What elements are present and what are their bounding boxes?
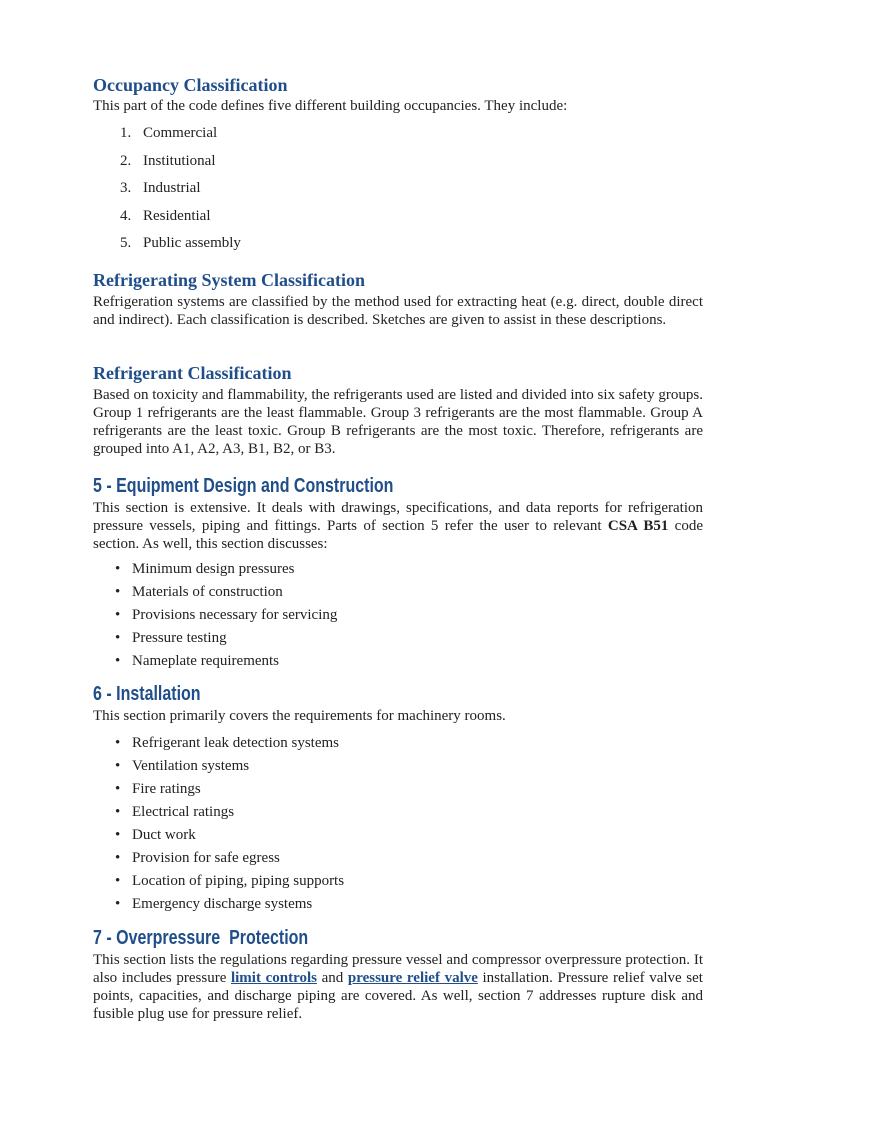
list-item: • Provision for safe egress	[115, 850, 280, 866]
section-7	[93, 926, 703, 1023]
section-6-body: This section primarily covers the requirements for machinery rooms.	[93, 708, 506, 724]
occupancy-intro: This part of the code defines five different building occupancies. They include:	[93, 98, 568, 114]
section-6-heading: 6 - Installation	[93, 683, 201, 705]
list-item-text: Institutional	[143, 152, 216, 169]
list-item: • Location of piping, piping supports	[115, 873, 345, 889]
list-item-text: Public assembly	[143, 235, 241, 251]
list-item: • Duct work	[115, 827, 196, 843]
list-item: • Emergency discharge systems	[115, 896, 313, 912]
refrigerant-section	[93, 362, 703, 458]
list-item: • Minimum design pressures	[115, 561, 295, 577]
list-item: • Pressure testing	[115, 630, 227, 646]
section-7-heading: 7 - Overpressure Protection	[93, 927, 309, 949]
section-5	[93, 474, 703, 675]
occupancy-list	[93, 124, 703, 262]
list-item: 4. Residential	[120, 207, 211, 224]
list-item-text: Industrial	[143, 180, 201, 196]
refrigerant-heading: Refrigerant Classification	[93, 363, 292, 383]
occupancy-section	[93, 74, 703, 262]
pressure-relief-valve-link[interactable]: pressure relief valve	[347, 970, 478, 986]
list-item-text: Residential	[143, 207, 211, 224]
section-6-list	[93, 734, 703, 918]
list-item: 1. Commercial	[120, 125, 218, 141]
list-item: • Fire ratings	[115, 781, 201, 797]
section-5-list	[93, 560, 703, 675]
list-item: 3. Industrial	[120, 180, 201, 196]
refrigerating-system-body: Refrigeration systems are classified by the method used for extracting heat (e.g. direct, double direct and indirect). Each classification is described. Sketches are given to assist in these descriptions.	[93, 294, 703, 328]
section-6	[93, 682, 703, 918]
list-item: 5. Public assembly	[120, 235, 241, 251]
list-item: • Electrical ratings	[115, 804, 235, 820]
refrigerant-body: Based on toxicity and flammability, the refrigerants used are listed and divided into six safety groups. Group 1 refrigerants are the least flammable. Group 3 refrigerants are the most flammable. Group A refrigerants are the least toxic. Group B refrigerants are the most toxic. Therefore, refrigerants are grouped into A1, A2, A3, B1, B2, or B3.	[93, 387, 703, 457]
limit-controls-link[interactable]: limit controls	[230, 970, 317, 986]
section-5-heading: 5 - Equipment Design and Construction	[93, 475, 394, 497]
section-5-body: This section is extensive. It deals with drawings, specifications, and data reports for refrigeration pressure vessels, piping and fittings. Parts of section 5 refer the user to relevant CSA B51 code section. As well, this section discusses:	[93, 500, 703, 552]
list-item: 2. Institutional	[120, 152, 216, 169]
list-item: • Materials of construction	[115, 584, 283, 600]
list-item: • Ventilation systems	[115, 758, 250, 774]
list-item-text: Commercial	[143, 125, 218, 141]
list-item: • Refrigerant leak detection systems	[115, 735, 340, 751]
refrigerating-system-heading: Refrigerating System Classification	[93, 270, 365, 290]
section-7-body: This section lists the regulations regarding pressure vessel and compressor overpressure protection. It also includes pressure limit controls and pressure relief valve installation. Pressure relief valve set points, capacities, and discharge piping are covered. As well, section 7 addresses rupture disk and fusible plug use for pressure relief.	[93, 952, 703, 1022]
list-item: • Nameplate requirements	[115, 653, 280, 669]
refrigerating-system-section	[93, 269, 703, 329]
list-item: • Provisions necessary for servicing	[115, 607, 338, 623]
occupancy-heading: Occupancy Classification	[93, 75, 288, 95]
